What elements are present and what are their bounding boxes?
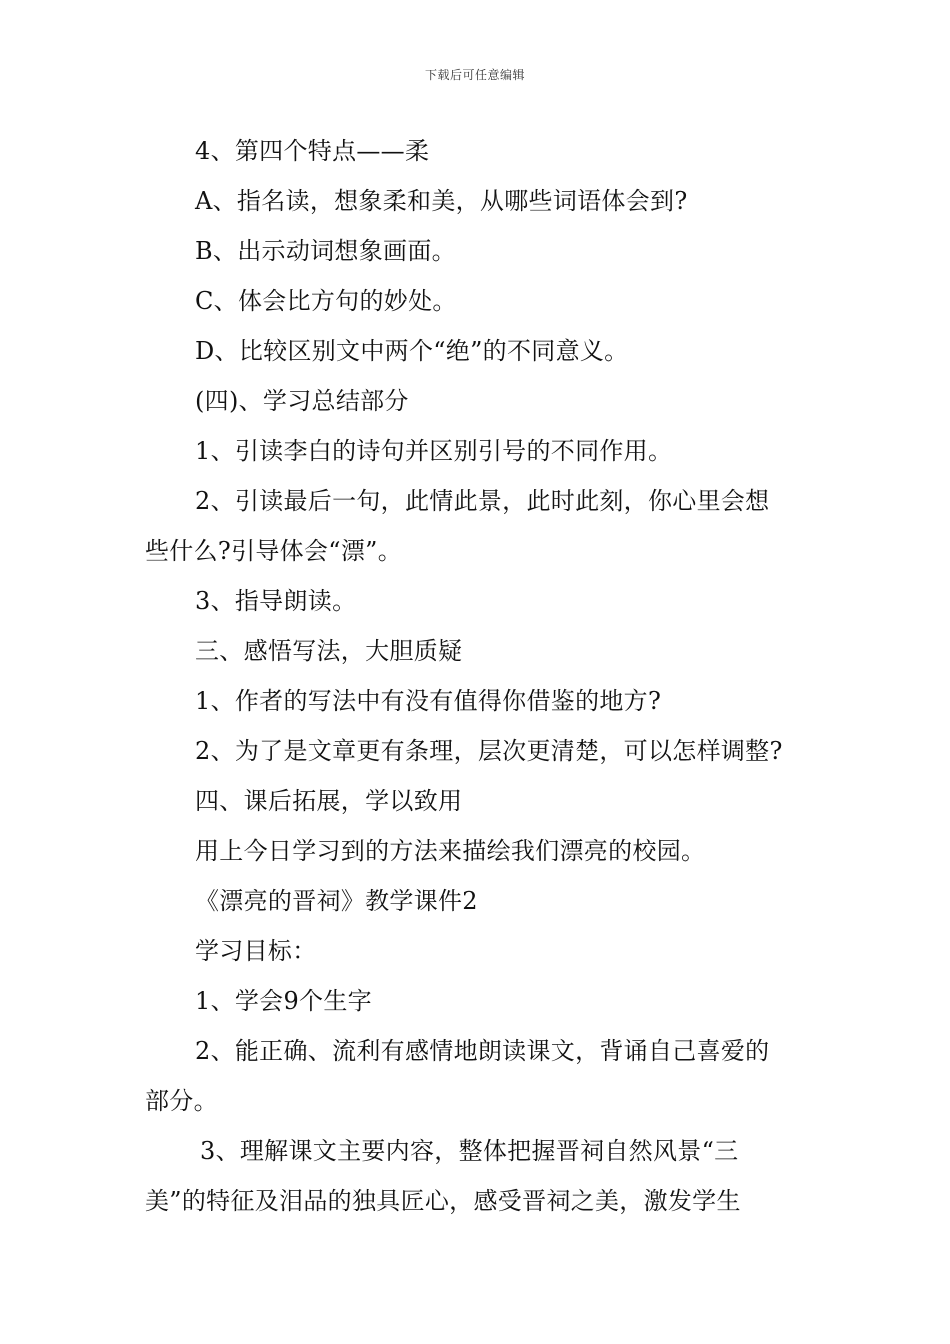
paragraph-line: C、体会比方句的妙处。 xyxy=(195,287,457,315)
section-heading: 三、感悟写法，大胆质疑 xyxy=(195,637,463,665)
paragraph-line: 2、能正确、流利有感情地朗读课文，背诵自己喜爱的 xyxy=(195,1037,770,1065)
paragraph-line: 1、作者的写法中有没有值得你借鉴的地方? xyxy=(195,687,662,715)
paragraph-line: 部分。 xyxy=(145,1087,218,1115)
paragraph-line: A、指名读，想象柔和美，从哪些词语体会到? xyxy=(195,187,688,215)
section-title: 《漂亮的晋祠》教学课件2 xyxy=(195,887,478,915)
paragraph-line: B、出示动词想象画面。 xyxy=(195,237,456,265)
section-heading: (四)、学习总结部分 xyxy=(195,387,409,415)
paragraph-line: D、比较区别文中两个“绝”的不同意义。 xyxy=(195,337,629,365)
paragraph-line: 2、引读最后一句，此情此景，此时此刻，你心里会想 xyxy=(195,487,770,515)
paragraph-line: 3、指导朗读。 xyxy=(195,587,357,615)
paragraph-line: 4、第四个特点——柔 xyxy=(195,137,430,165)
page-header: 下载后可任意编辑 xyxy=(424,68,525,82)
section-heading: 四、课后拓展，学以致用 xyxy=(195,787,463,815)
paragraph-line: 学习目标： xyxy=(195,937,317,965)
paragraph-line: 1、学会9个生字 xyxy=(195,987,372,1015)
paragraph-line: 美”的特征及泪品的独具匠心，感受晋祠之美，激发学生 xyxy=(145,1187,741,1215)
paragraph-line: 3、理解课文主要内容，整体把握晋祠自然风景“三 xyxy=(200,1137,739,1165)
paragraph-line: 用上今日学习到的方法来描绘我们漂亮的校园。 xyxy=(195,837,706,865)
document-body xyxy=(145,126,810,1226)
paragraph-line: 1、引读李白的诗句并区别引号的不同作用。 xyxy=(195,437,673,465)
paragraph-line: 些什么?引导体会“漂”。 xyxy=(145,537,403,565)
paragraph-line: 2、为了是文章更有条理，层次更清楚，可以怎样调整? xyxy=(195,737,783,765)
